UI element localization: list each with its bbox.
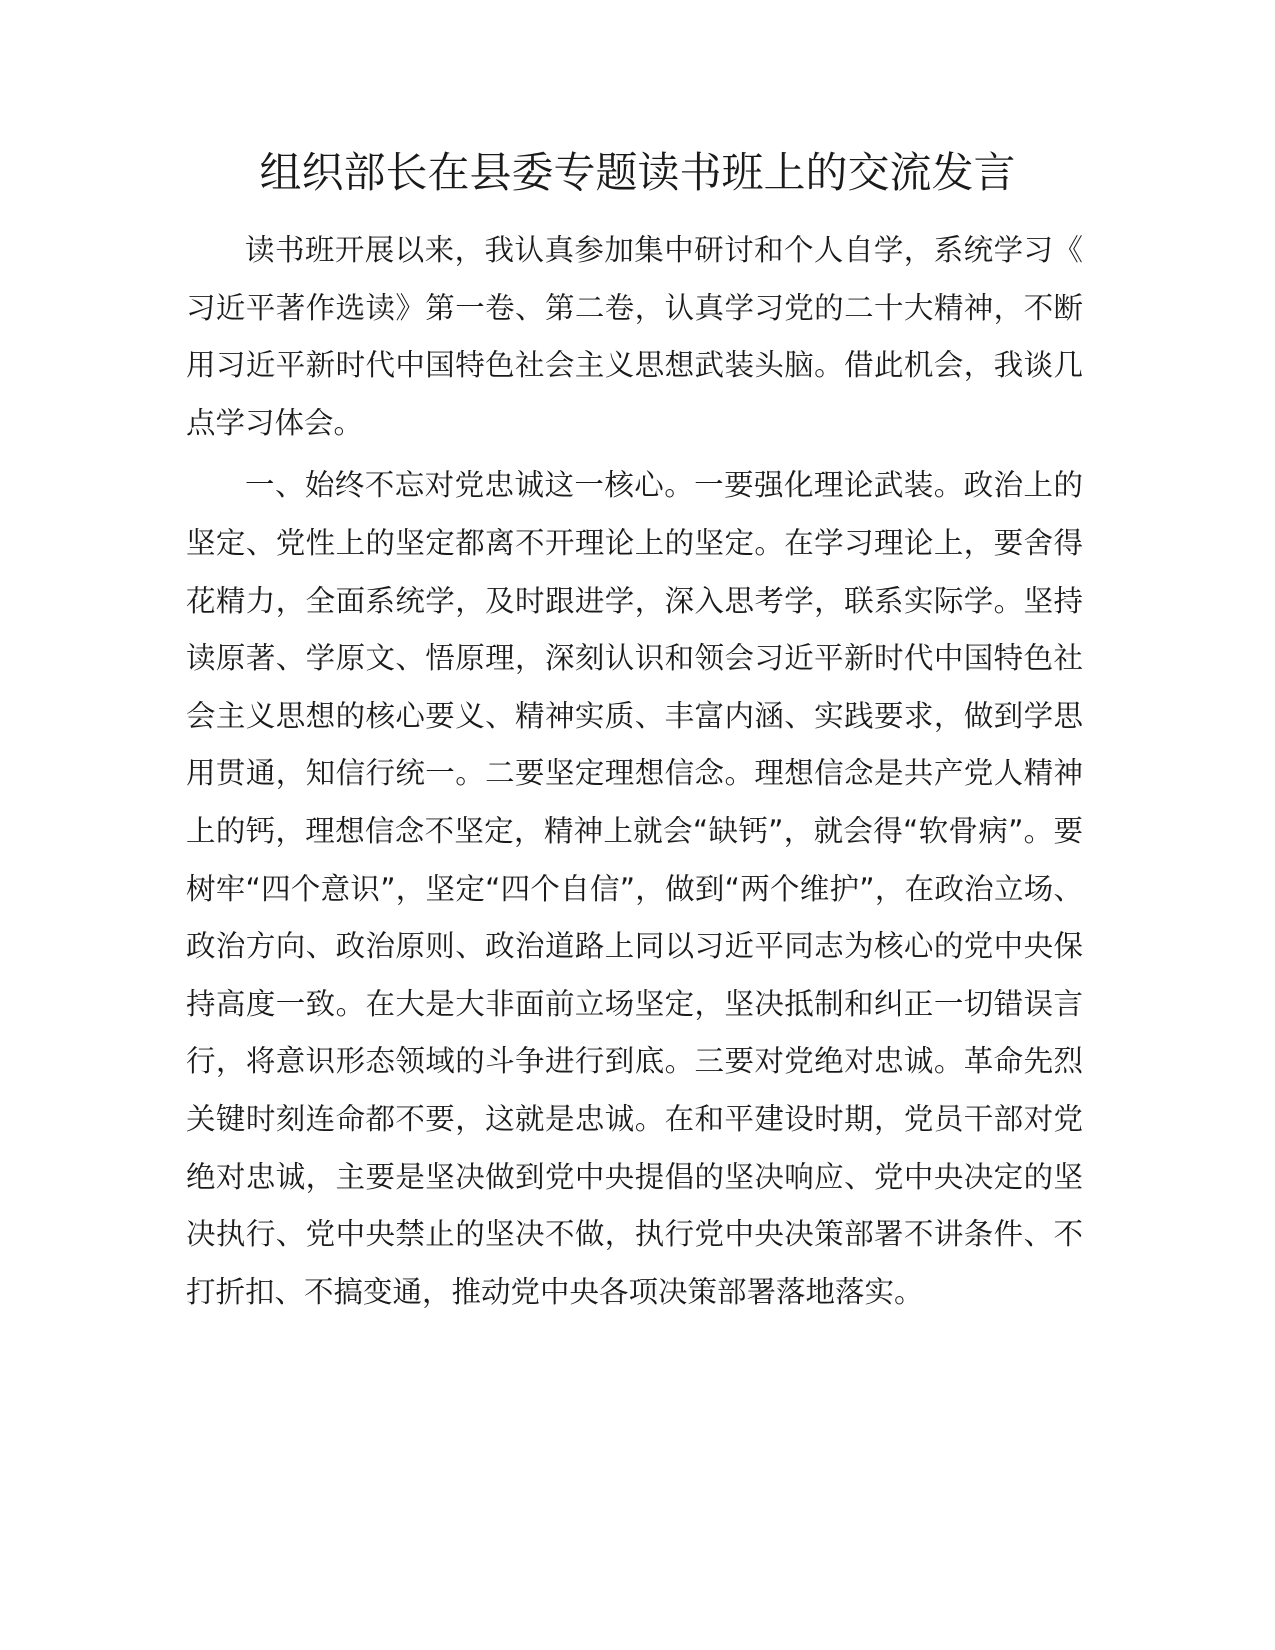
document-body (186, 222, 1083, 1321)
paragraph-section-one: 一、始终不忘对党忠诚这一核心。一要强化理论武装。政治上的坚定、党性上的坚定都离不开理论上的坚定。在学习理论上，要舍得花精力，全面系统学，及时跟进学，深入思考学，联系实际学。坚持读原著、学原文、悟原理，深刻认识和领会习近平新时代中国特色社会主义思想的核心要义、精神实质、丰富内涵、实践要求，做到学思用贯通，知信行统一。二要坚定理想信念。理想信念是共产党人精神上的钙，理想信念不坚定，精神上就会“缺钙”，就会得“软骨病”。要树牢“四个意识”，坚定“四个自信”，做到“两个维护”，在政治立场、政治方向、政治原则、政治道路上同以习近平同志为核心的党中央保持高度一致。在大是大非面前立场坚定，坚决抵制和纠正一切错误言行，将意识形态领域的斗争进行到底。三要对党绝对忠诚。革命先烈关键时刻连命都不要，这就是忠诚。在和平建设时期，党员干部对党绝对忠诚，主要是坚决做到党中央提倡的坚决响应、党中央决定的坚决执行、党中央禁止的坚决不做，执行党中央决策部署不讲条件、不打折扣、不搞变通，推动党中央各项决策部署落地落实。 (186, 468, 1083, 1309)
document-title: 组织部长在县委专题读书班上的交流发言 (259, 148, 1016, 197)
paragraph-intro: 读书班开展以来，我认真参加集中研讨和个人自学，系统学习《习近平著作选读》第一卷、第二卷，认真学习党的二十大精神，不断用习近平新时代中国特色社会主义思想武装头脑。借此机会，我谈几点学习体会。 (186, 233, 1083, 440)
